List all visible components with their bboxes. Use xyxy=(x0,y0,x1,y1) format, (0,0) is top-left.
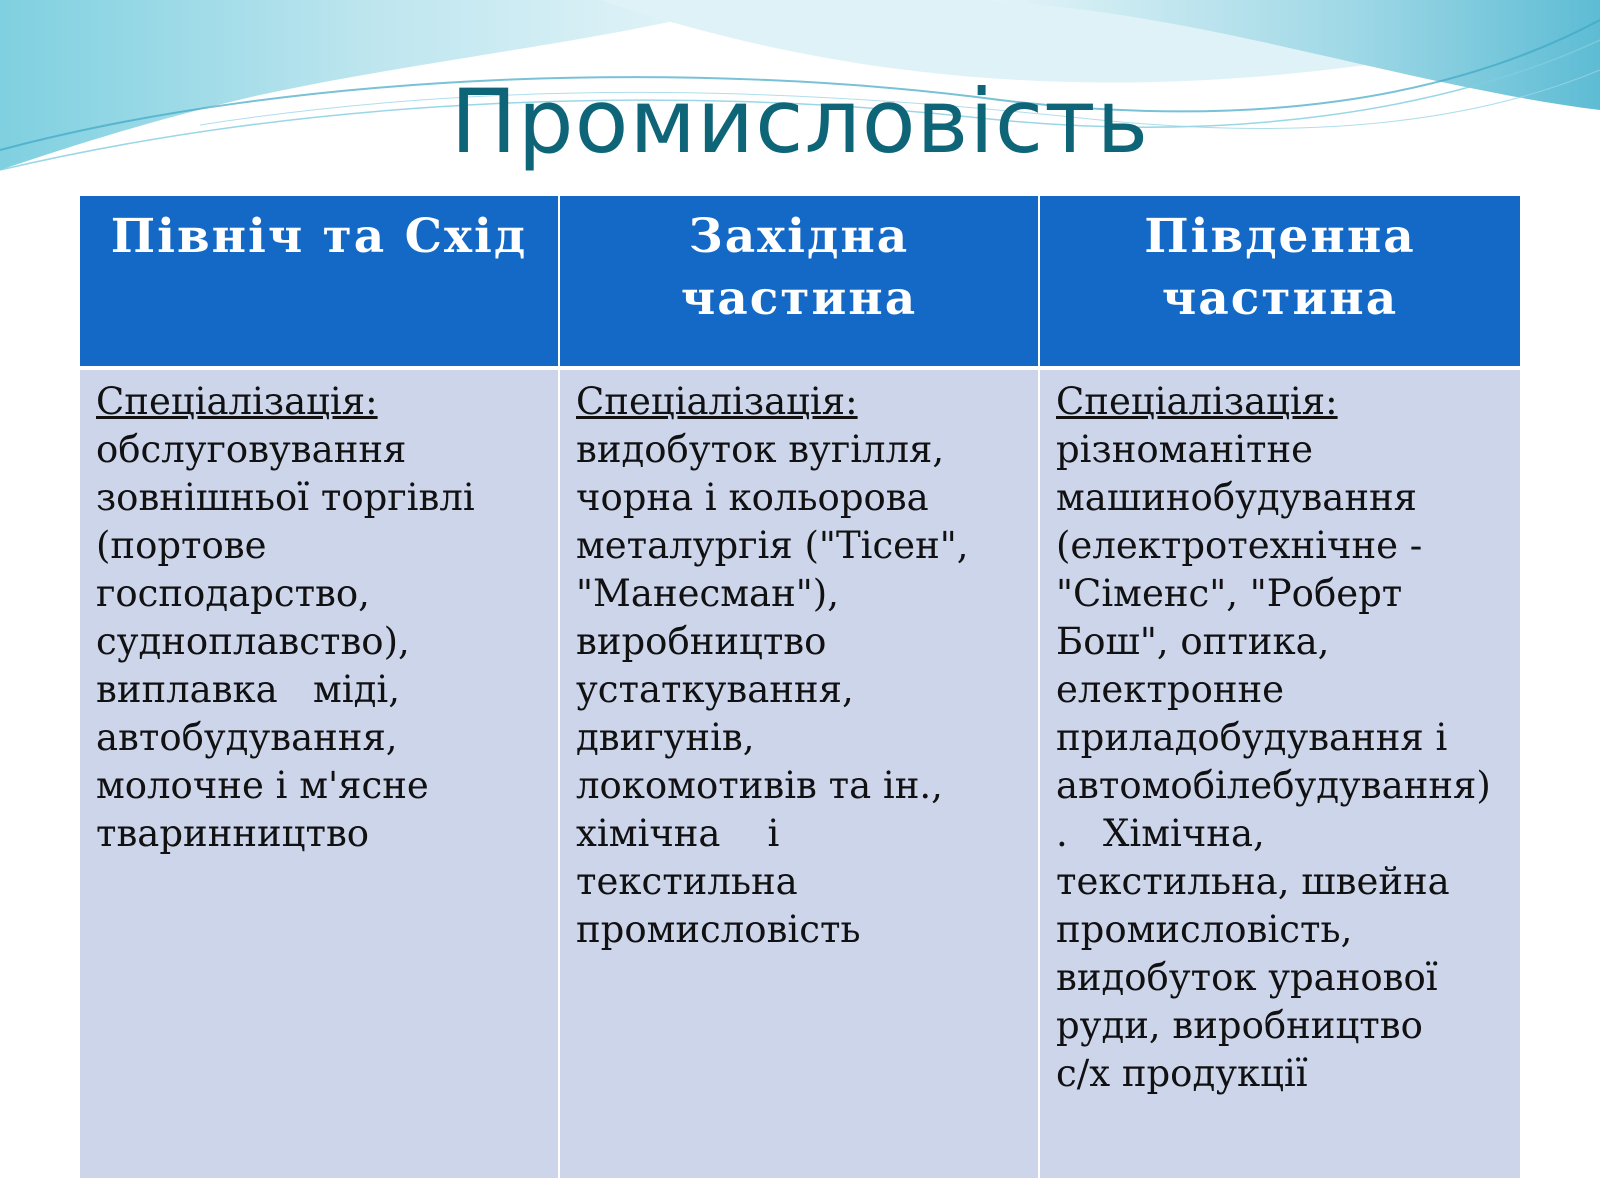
cell-line: машинобудування xyxy=(1056,476,1417,519)
header-south xyxy=(1040,196,1520,370)
cell-line: хімічна і xyxy=(576,812,780,855)
cell-line: . Хімічна, xyxy=(1056,812,1265,855)
cell-line: виплавка міді, xyxy=(96,668,401,711)
cell-line: приладобудування і xyxy=(1056,716,1448,759)
specialization-label: Спеціалізація: xyxy=(1056,380,1338,423)
cell-line: молочне і м'ясне xyxy=(96,764,429,807)
cell-line: локомотивів та ін., xyxy=(576,764,943,807)
cell-line: автомобілебудування) xyxy=(1056,764,1491,807)
cell-line: устаткування, xyxy=(576,668,854,711)
cell-line: видобуток уранової xyxy=(1056,956,1438,999)
cell-line: промисловість, xyxy=(1056,908,1353,951)
header-north-east xyxy=(80,196,560,370)
cell-line: виробництво xyxy=(576,620,827,663)
header-west xyxy=(560,196,1040,370)
specialization-label: Спеціалізація: xyxy=(576,380,858,423)
cell-line: с/х продукції xyxy=(1056,1052,1308,1095)
cell-line: металургія ("Тісен", xyxy=(576,524,969,567)
cell-line: автобудування, xyxy=(96,716,398,759)
cell-line: обслуговування xyxy=(96,428,407,471)
cell-line: "Сіменс", "Роберт xyxy=(1056,572,1403,615)
cell-line: чорна і кольорова xyxy=(576,476,929,519)
cell-line: Бош", оптика, xyxy=(1056,620,1330,663)
cell-line: текстильна xyxy=(576,860,798,903)
cell-line: (електротехнічне - xyxy=(1056,524,1423,567)
specialization-label: Спеціалізація: xyxy=(96,380,378,423)
cell-north-east xyxy=(80,370,560,1178)
cell-line: господарство, xyxy=(96,572,370,615)
cell-line: тваринництво xyxy=(96,812,370,855)
cell-line: електронне xyxy=(1056,668,1285,711)
cell-line: текстильна, швейна xyxy=(1056,860,1450,903)
cell-line: різноманітне xyxy=(1056,428,1313,471)
cell-line: двигунів, xyxy=(576,716,755,759)
slide-title: Промисловість xyxy=(450,70,1150,173)
cell-line: видобуток вугілля, xyxy=(576,428,945,471)
cell-line: зовнішньої торгівлі xyxy=(96,476,475,519)
cell-south xyxy=(1040,370,1520,1178)
header-line: частина xyxy=(1161,271,1399,326)
cell-line: "Манесман"), xyxy=(576,572,839,615)
cell-line: промисловість xyxy=(576,908,861,951)
header-line: Південна xyxy=(1144,209,1416,264)
cell-line: судноплавство), xyxy=(96,620,410,663)
cell-west xyxy=(560,370,1040,1178)
cell-line: руди, виробництво xyxy=(1056,1004,1423,1047)
industry-table xyxy=(80,196,1520,1178)
cell-line: (портове xyxy=(96,524,267,567)
header-line: Західна xyxy=(688,209,910,264)
header-line: Північ та Схід xyxy=(110,209,528,264)
header-line: частина xyxy=(680,271,918,326)
